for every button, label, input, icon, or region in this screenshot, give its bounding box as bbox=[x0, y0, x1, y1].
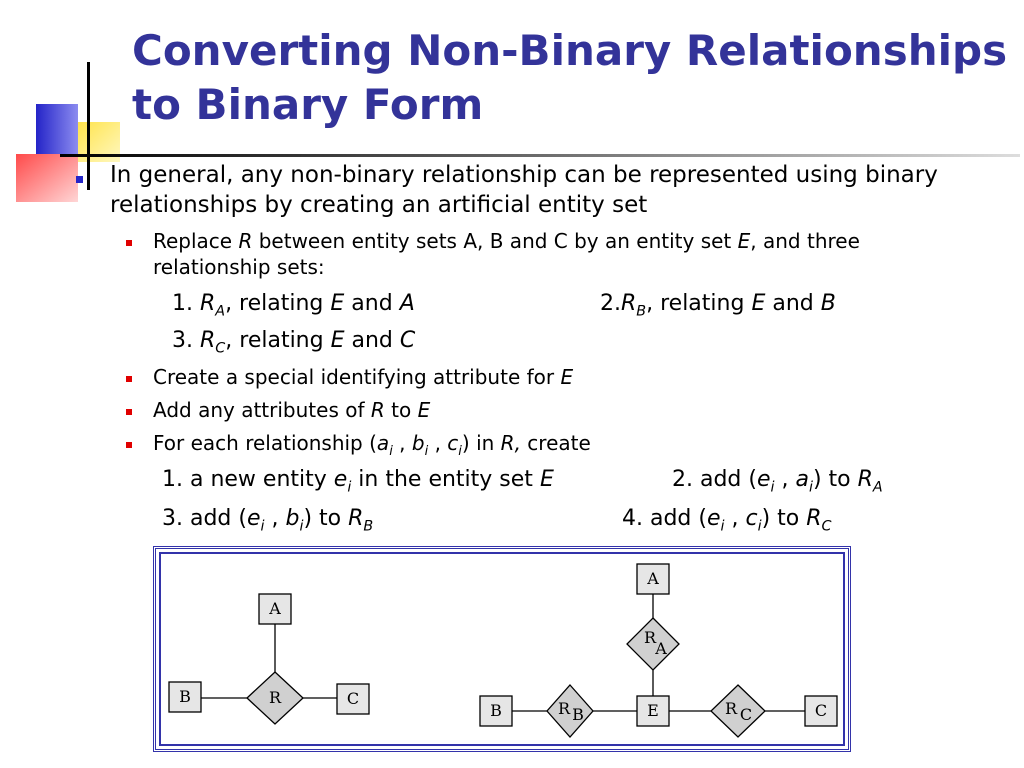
entity-b-right bbox=[480, 696, 512, 726]
er-diagram bbox=[153, 546, 851, 752]
svg-text:R: R bbox=[268, 688, 282, 707]
list-item-add-ra: 2. add ($e_i$ , $a_i$) to $R_A$ bbox=[672, 467, 883, 496]
svg-text:B: B bbox=[490, 701, 502, 720]
svg-text:R: R bbox=[557, 699, 571, 718]
main-bullet-icon bbox=[76, 176, 83, 183]
sub-bullet-identifying: Create a special identifying attribute for E bbox=[153, 365, 574, 389]
main-bullet-text: In general, any non-binary relationship can be represented using binary relationships by creating an artificial entity set bbox=[110, 162, 938, 218]
entity-a-right bbox=[637, 564, 669, 594]
entity-a-left bbox=[259, 594, 291, 624]
svg-text:A: A bbox=[655, 639, 667, 658]
svg-text:C: C bbox=[739, 705, 753, 724]
svg-text:R: R bbox=[724, 699, 738, 718]
slide-title: Converting Non-Binary Relationships to Binary Form bbox=[132, 26, 1008, 129]
list-item-rc: 3. $R_C$, relating E and C bbox=[172, 328, 416, 357]
sub-bullet-attributes: Add any attributes of R to E bbox=[153, 398, 431, 422]
svg-text:A: A bbox=[647, 569, 659, 588]
sub-bullet-icon bbox=[126, 409, 132, 415]
relationship-ra bbox=[627, 618, 679, 670]
relationship-rc bbox=[711, 685, 765, 737]
sub-bullet-for-each: For each relationship ($a_i$ , $b_i$ , $c_i$) in R, create bbox=[153, 431, 591, 459]
svg-text:E: E bbox=[647, 701, 659, 720]
sub-bullet-icon bbox=[126, 376, 132, 382]
list-item-add-rc: 4. add ($e_i$ , $c_i$) to $R_C$ bbox=[622, 506, 832, 535]
svg-text:B: B bbox=[572, 705, 584, 724]
sub-bullet-icon bbox=[126, 240, 132, 246]
list-item-new-entity: 1. a new entity $e_i$ in the entity set E bbox=[162, 467, 554, 496]
relationship-r-left bbox=[247, 672, 303, 724]
entity-e bbox=[637, 696, 669, 726]
svg-text:R: R bbox=[643, 628, 657, 647]
svg-text:C: C bbox=[346, 689, 360, 708]
list-item-rb: $2.R_B$, relating E and B bbox=[600, 291, 836, 320]
entity-c-left bbox=[337, 684, 369, 714]
entity-c-right bbox=[805, 696, 837, 726]
svg-text:B: B bbox=[179, 687, 191, 706]
entity-b-left bbox=[169, 682, 201, 712]
svg-text:A: A bbox=[269, 599, 281, 618]
svg-text:C: C bbox=[814, 701, 828, 720]
list-item-ra: 1. $R_A$, relating E and A bbox=[172, 291, 415, 320]
list-item-add-rb: 3. add ($e_i$ , $b_i$) to $R_B$ bbox=[162, 506, 374, 535]
relationship-rb bbox=[547, 685, 593, 737]
sub-bullet-replace: Replace R between entity sets A, B and C by an entity set E, and three relationship sets: bbox=[153, 229, 860, 279]
sub-bullet-icon bbox=[126, 442, 132, 448]
